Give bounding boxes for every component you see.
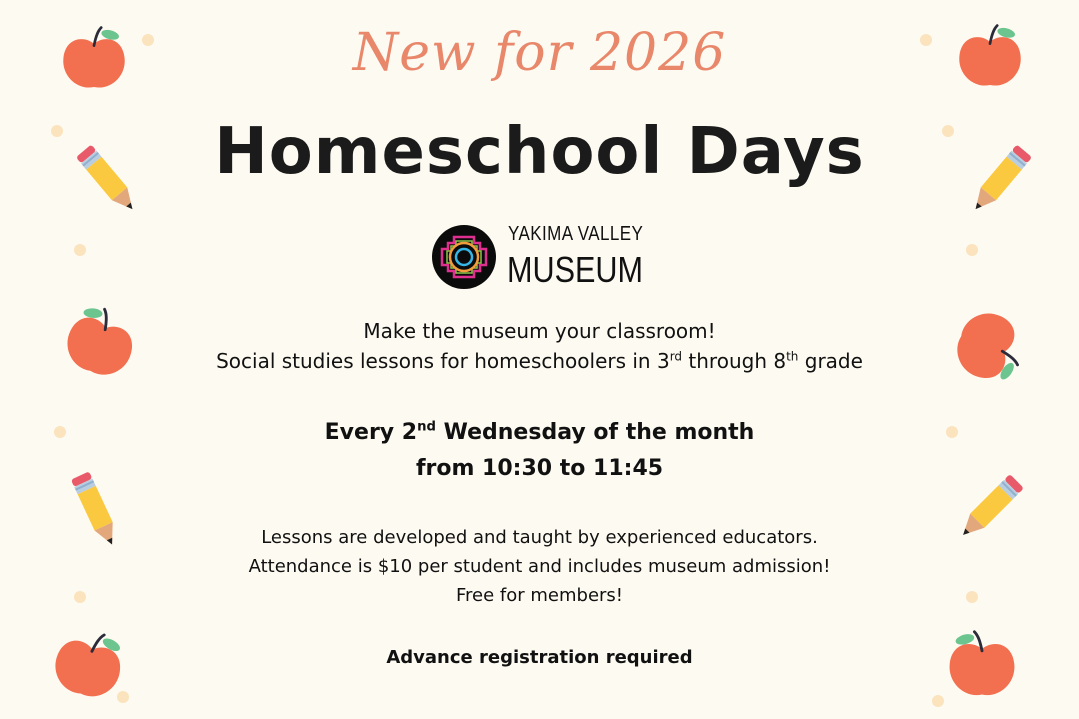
ordinal: rd <box>669 349 683 364</box>
museum-logo <box>432 222 662 292</box>
registration-note: Advance registration required <box>386 647 693 668</box>
schedule-text: Wednesday of the month <box>435 420 755 445</box>
schedule-text: Every 2 <box>324 420 418 445</box>
intro-text: Social studies lessons for homeschoolers in 3 <box>216 349 670 373</box>
intro-text: grade <box>798 349 863 373</box>
intro-line1: Make the museum your classroom! <box>363 319 716 343</box>
schedule-line1 <box>0 415 1079 451</box>
dot <box>117 691 129 703</box>
details-line1: Lessons are developed and taught by experienced educators. <box>261 527 818 548</box>
schedule-line2: from 10:30 to 11:45 <box>415 456 664 481</box>
details-line3: Free for members! <box>455 585 624 606</box>
intro-text: through 8 <box>682 349 787 373</box>
details-line2: Attendance is $10 per student and includes museum admission! <box>248 556 831 577</box>
page-title: Homeschool Days <box>214 115 865 189</box>
intro-line2 <box>0 346 1079 376</box>
dot <box>966 244 978 256</box>
logo-line2: MUSEUM <box>507 249 643 290</box>
logo-line1: YAKIMA VALLEY <box>508 223 644 245</box>
ordinal: th <box>786 349 799 364</box>
ordinal: nd <box>417 419 436 435</box>
intro <box>0 316 1079 376</box>
subtitle: New for 2026 <box>352 23 727 83</box>
details <box>0 523 1079 610</box>
museum-logo-mark-icon <box>432 225 496 289</box>
dot <box>74 244 86 256</box>
schedule <box>0 415 1079 487</box>
dot <box>932 695 944 707</box>
